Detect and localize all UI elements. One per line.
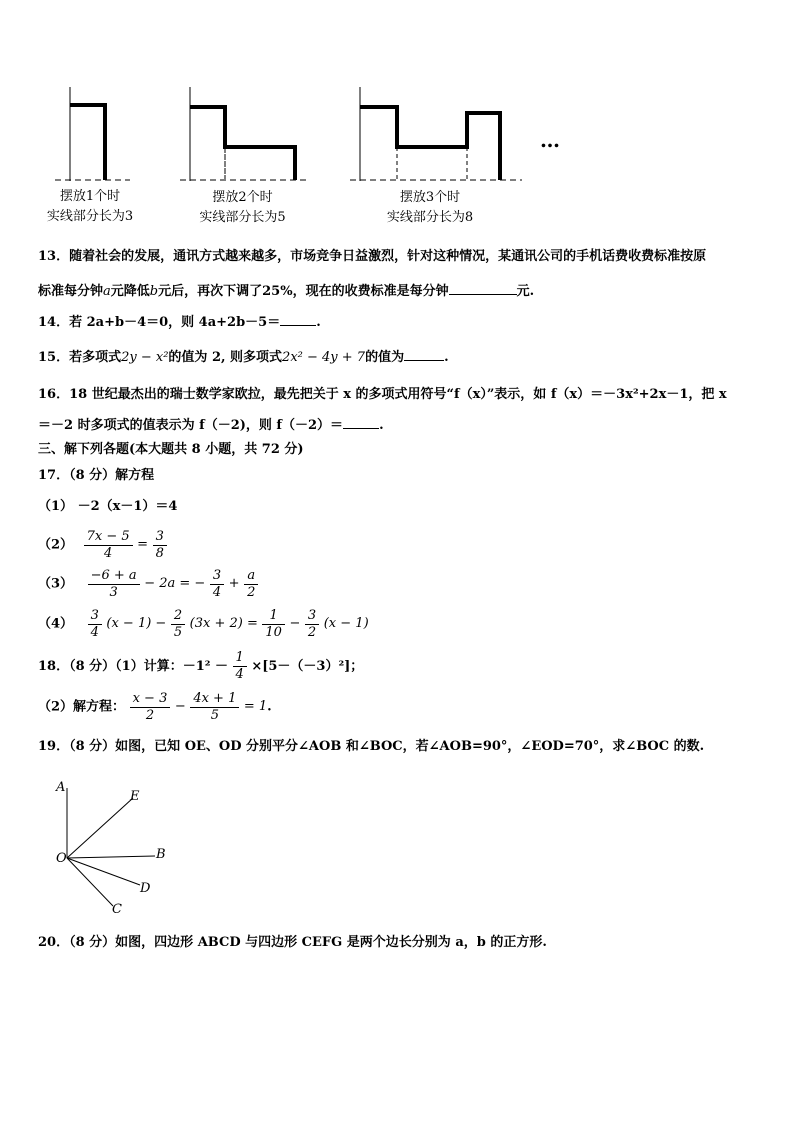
question-16-line2: ＝－2 时多项式的值表示为 f（－2)，则 f（－2）＝ . [38, 414, 384, 436]
answer-blank [449, 280, 517, 295]
question-14: 14．若 2a+b－4＝0，则 4a+2b－5＝ . [38, 311, 321, 333]
question-17-part3: （3） $\frac{-6 + a}{3}$ − 2a = − $\frac{3}{4}$ + $\frac{a}{2}$ [38, 567, 258, 602]
section-three-heading: 三、解下列各题(本大题共 8 小题，共 72 分) [38, 442, 304, 457]
question-15: 15．若多项式2y − x²的值为 2, 则多项式2x² − 4y + 7的值为 . [38, 346, 449, 368]
question-17-part1: （1） －2（x－1）＝4 [38, 499, 178, 514]
question-13-line1: 13．随着社会的发展，通讯方式越来越多，市场竞争日益激烈，针对这种情况，某通讯公司的手机话费收费标准按原 [38, 249, 707, 264]
point-label-e: E [130, 789, 140, 804]
question-18-part1: 18．（8 分）（1）计算：－1² － $\frac{1}{4}$ ×[5－（－3）²]； [38, 650, 364, 682]
figure-two-squares [180, 85, 315, 185]
figure-three-caption: 摆放3个时 实线部分长为8 [386, 190, 474, 225]
question-18-part2: （2）解方程： $\frac{x - 3}{2}$ − $\frac{4x + 1}{5}$ = 1. [38, 690, 272, 723]
question-17-part2: （2） $\frac{7x - 5}{4}$ = $\frac{3}{8}$ [38, 528, 167, 563]
question-20: 20．（8 分）如图，四边形 ABCD 与四边形 CEFG 是两个边长分别为 a，b 的正方形. [38, 935, 547, 950]
point-label-a: A [56, 780, 66, 795]
question-13-line2: 标准每分钟a元降低b元后，再次下调了25%，现在的收费标准是每分钟 元. [38, 280, 534, 302]
question-19: 19．（8 分）如图，已知 OE、OD 分别平分∠AOB 和∠BOC，若∠AOB=90°，∠EOD=70°，求∠BOC 的数. [38, 739, 705, 754]
figure-three-squares [350, 85, 525, 185]
figure-one-square [55, 85, 135, 185]
answer-blank [343, 414, 379, 429]
question-17-part4: （4） $\frac{3}{4}$ (x − 1) − $\frac{2}{5}$ (3x + 2) = $\frac{1}{10}$ − $\frac{3}{2}$ (x − 1) [38, 607, 369, 640]
question-16-line1: 16．18 世纪最杰出的瑞士数学家欧拉，最先把关于 x 的多项式用符号“f（x）”表示，如 f（x）＝－3x²+2x－1，把 x [38, 387, 727, 402]
figure-one-caption: 摆放1个时 实线部分长为3 [46, 189, 134, 224]
question-17-title: 17．（8 分）解方程 [38, 468, 155, 483]
figure-two-caption: 摆放2个时 实线部分长为5 [199, 190, 286, 225]
answer-blank [280, 311, 316, 326]
figure-ellipsis: … [540, 128, 560, 152]
point-label-o: O [56, 851, 67, 866]
point-label-d: D [140, 881, 151, 896]
point-label-c: C [112, 902, 122, 917]
point-label-b: B [156, 847, 166, 862]
answer-blank [404, 346, 444, 361]
